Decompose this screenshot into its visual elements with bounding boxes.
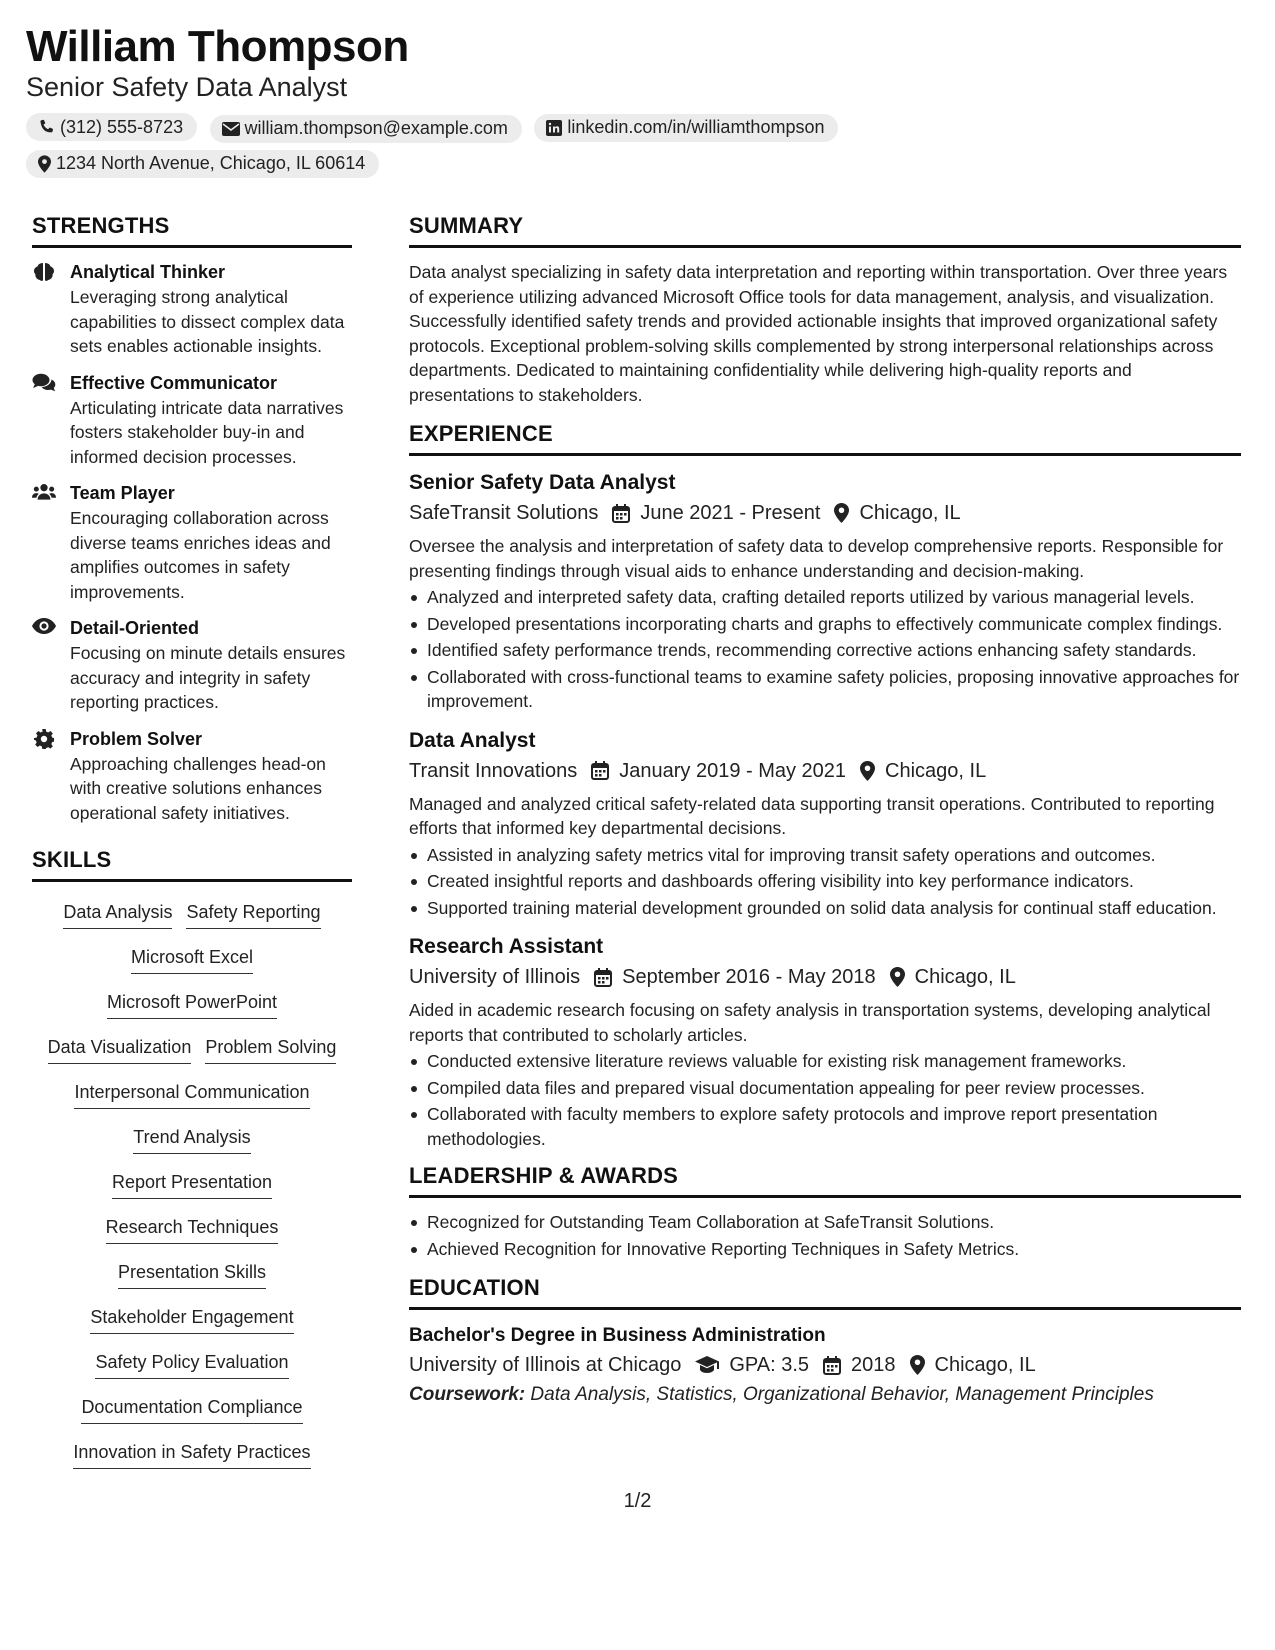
job-description: Managed and analyzed critical safety-related data supporting transit operations. Contributed to reporting efforts that informed key departmental decisions.	[409, 793, 1215, 838]
job-company: University of Illinois	[409, 966, 581, 988]
job-dates-wrap	[612, 498, 820, 528]
strength-desc: Encouraging collaboration across diverse teams enriches ideas and amplifies outcomes in safety improvements.	[70, 508, 331, 602]
job-bullet: Created insightful reports and dashboards offering visibility into key performance indicators.	[427, 869, 1241, 894]
job-title: Data Analyst	[409, 728, 536, 752]
skill-tag: Safety Reporting	[186, 900, 320, 929]
job-bullet: Compiled data files and prepared visual documentation appealing for peer review processes.	[427, 1076, 1241, 1101]
email-chip[interactable]	[210, 115, 522, 143]
gpa-wrap	[695, 1350, 809, 1380]
skill-tag: Interpersonal Communication	[74, 1080, 309, 1109]
phone-icon	[38, 119, 55, 136]
calendar-icon	[823, 1356, 841, 1375]
job-location: Chicago, IL	[885, 759, 987, 782]
job-location-wrap	[890, 962, 1016, 992]
education-heading: EDUCATION	[409, 1275, 1241, 1310]
job-meta	[409, 498, 1241, 528]
coursework	[409, 1380, 1241, 1410]
skill-tag: Data Visualization	[48, 1035, 192, 1064]
job-description: Aided in academic research focusing on safety analysis in transportation systems, developing analytical reports that contributed to scholarly articles.	[409, 1000, 1211, 1045]
job-entry	[409, 932, 1241, 1151]
skill-tag: Problem Solving	[205, 1035, 336, 1064]
map-pin-icon	[860, 761, 875, 781]
strength-desc: Approaching challenges head-on with creative solutions enhances operational safety initiatives.	[70, 753, 326, 823]
job-location: Chicago, IL	[859, 502, 961, 524]
gear-icon	[32, 729, 56, 751]
skill-tag: Trend Analysis	[133, 1125, 250, 1154]
linkedin-text: linkedin.com/in/williamthompson	[567, 117, 825, 137]
candidate-name: William Thompson	[26, 22, 409, 71]
skill-tag: Innovation in Safety Practices	[73, 1440, 310, 1469]
strength-title: Team Player	[70, 483, 175, 503]
strengths-heading: STRENGTHS	[32, 213, 352, 248]
job-dates-wrap	[594, 962, 876, 992]
phone-text: (312) 555-8723	[60, 116, 184, 137]
award-item: Achieved Recognition for Innovative Reporting Techniques in Safety Metrics.	[427, 1237, 1241, 1262]
address-text: 1234 North Avenue, Chicago, IL 60614	[56, 153, 366, 173]
job-bullets	[409, 585, 1241, 714]
leadership-heading: LEADERSHIP & AWARDS	[409, 1163, 1241, 1198]
edu-location-wrap	[910, 1350, 1036, 1380]
year-wrap	[823, 1350, 896, 1380]
map-pin-icon	[38, 155, 51, 173]
phone-chip[interactable]	[26, 113, 197, 141]
calendar-icon	[612, 504, 630, 523]
education-meta	[409, 1350, 1241, 1380]
job-dates-wrap	[591, 756, 846, 786]
summary-text: Data analyst specializing in safety data interpretation and reporting within transportation. Over three years of experience utilizing advanced Microsoft Office tools for data management, analysis, and visualization. Successfully identified safety trends and provided actionable insights that improved organizational safety protocols. Exceptional problem-solving skills complemented by strong interpersonal relationships across departments. Dedicated to maintaining confidentiality while delivering high-quality reports and presentations to stakeholders.	[409, 262, 1228, 405]
job-bullet: Supported training material development grounded on solid data analysis for continual staff education.	[427, 896, 1241, 921]
skill-tag: Presentation Skills	[118, 1260, 266, 1289]
contact-chips	[26, 113, 926, 185]
strength-title: Detail-Oriented	[70, 618, 200, 638]
gpa: GPA: 3.5	[729, 1354, 810, 1376]
strength-item	[32, 616, 352, 715]
degree-title: Bachelor's Degree in Business Administration	[409, 1325, 826, 1346]
strength-item	[32, 260, 352, 359]
job-location: Chicago, IL	[914, 966, 1016, 988]
education-location: Chicago, IL	[934, 1354, 1036, 1376]
email-text: william.thompson@example.com	[244, 118, 508, 138]
right-column	[409, 213, 1241, 1410]
graduation-cap-icon	[695, 1356, 719, 1374]
linkedin-chip[interactable]	[534, 114, 838, 142]
school-name: University of Illinois at Chicago	[409, 1354, 682, 1376]
page-number: 1/2	[623, 1490, 652, 1512]
job-description: Oversee the analysis and interpretation of safety data to develop comprehensive reports. Responsible for presenting findings through visual aids to enhance understanding and decision-making.	[409, 536, 1224, 581]
leadership-list	[409, 1210, 1241, 1261]
job-dates: June 2021 - Present	[640, 502, 821, 524]
job-bullet: Developed presentations incorporating charts and graphs to effectively communicate complex findings.	[427, 612, 1241, 637]
users-icon	[32, 483, 56, 505]
candidate-title: Senior Safety Data Analyst	[26, 72, 348, 102]
eye-icon	[32, 618, 56, 640]
job-bullet: Identified safety performance trends, recommending corrective actions enhancing safety standards.	[427, 638, 1241, 663]
skill-tag: Stakeholder Engagement	[90, 1305, 293, 1334]
skills-list	[32, 894, 352, 1479]
job-meta	[409, 756, 1241, 786]
job-company: SafeTransit Solutions	[409, 502, 599, 524]
skill-tag: Safety Policy Evaluation	[95, 1350, 288, 1379]
job-location-wrap	[860, 756, 986, 786]
skills-heading: SKILLS	[32, 847, 352, 882]
strength-desc: Leveraging strong analytical capabilities to dissect complex data sets enables actionable insights.	[70, 287, 345, 356]
skill-tag: Microsoft Excel	[131, 945, 253, 974]
map-pin-icon	[834, 503, 849, 523]
strength-desc: Articulating intricate data narratives fosters stakeholder buy-in and informed decision processes.	[70, 397, 344, 467]
skill-tag: Microsoft PowerPoint	[107, 990, 277, 1019]
skill-tag: Report Presentation	[112, 1170, 272, 1199]
job-title: Research Assistant	[409, 935, 604, 958]
linkedin-icon	[546, 120, 562, 136]
job-dates: January 2019 - May 2021	[619, 759, 847, 782]
job-bullet: Collaborated with cross-functional teams to examine safety policies, proposing innovative approaches for improvement.	[427, 665, 1241, 714]
strength-item	[32, 481, 352, 604]
job-bullet: Conducted extensive literature reviews valuable for existing risk management frameworks.	[427, 1049, 1241, 1074]
job-entry	[409, 726, 1241, 921]
calendar-icon	[594, 968, 612, 987]
calendar-icon	[591, 761, 609, 780]
left-column	[32, 213, 352, 1479]
job-bullets	[409, 843, 1241, 921]
brain-icon	[32, 262, 56, 284]
summary-heading: SUMMARY	[409, 213, 1241, 248]
strength-item	[32, 371, 352, 470]
strength-title: Analytical Thinker	[70, 262, 226, 282]
job-bullets	[409, 1049, 1241, 1151]
address-chip[interactable]	[26, 150, 379, 178]
strength-item	[32, 727, 352, 826]
job-bullet: Assisted in analyzing safety metrics vital for improving transit safety operations and outcomes.	[427, 843, 1241, 868]
job-title: Senior Safety Data Analyst	[409, 471, 676, 494]
coursework-text: Data Analysis, Statistics, Organizational Behavior, Management Principles	[530, 1384, 1154, 1405]
job-entry	[409, 468, 1241, 714]
job-dates: September 2016 - May 2018	[622, 966, 876, 988]
award-item: Recognized for Outstanding Team Collaboration at SafeTransit Solutions.	[427, 1210, 1241, 1235]
map-pin-icon	[910, 1355, 925, 1375]
strength-title: Problem Solver	[70, 728, 203, 749]
graduation-year: 2018	[851, 1354, 896, 1376]
envelope-icon	[222, 122, 240, 136]
skill-tag: Research Techniques	[106, 1215, 279, 1244]
job-meta	[409, 962, 1241, 992]
job-bullet: Collaborated with faculty members to explore safety protocols and improve report presentation methodologies.	[427, 1102, 1241, 1151]
skill-tag: Documentation Compliance	[81, 1395, 302, 1424]
strength-title: Effective Communicator	[70, 372, 278, 393]
map-pin-icon	[890, 967, 905, 987]
job-company: Transit Innovations	[409, 759, 578, 782]
comments-icon	[32, 373, 56, 395]
job-bullet: Analyzed and interpreted safety data, crafting detailed reports utilized by various managerial levels.	[427, 585, 1241, 610]
skill-tag: Data Analysis	[63, 900, 172, 929]
strength-desc: Focusing on minute details ensures accuracy and integrity in safety reporting practices.	[70, 643, 346, 712]
experience-heading: EXPERIENCE	[409, 421, 1241, 456]
coursework-label: Coursework:	[409, 1384, 526, 1405]
job-location-wrap	[834, 498, 960, 528]
